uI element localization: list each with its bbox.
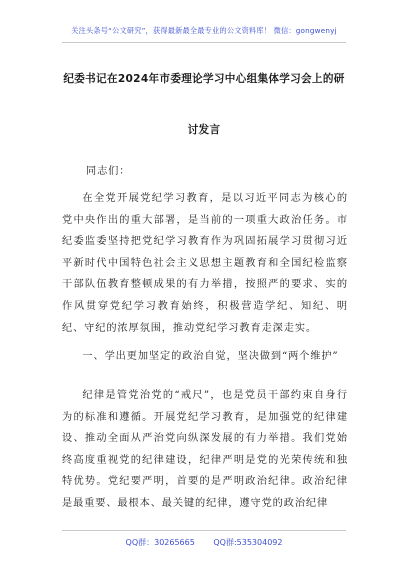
salutation: 同志们：: [86, 166, 131, 177]
paragraph-intro: 在全党开展党纪学习教育，是以习近平同志为核心的党中央作出的重大部署，是当前的一项重大政治任务。市纪委监委坚持把党纪学习教育作为巩固拓展学习贯彻习近平新时代中国特色社会主义思想主题教育和全国纪检监察干部队伍教育整顿成果的有力举措，按照严的要求、实的作风贯穿党纪学习教育始终，积极营造学纪、知纪、明纪、守纪的浓厚氛围，推动党纪学习教育走深走实。: [62, 193, 348, 334]
section-heading-1: 一、学出更加坚定的政治自觉，坚决做到“两个维护”: [82, 351, 339, 362]
footer: [0, 537, 408, 548]
header-divider: [62, 42, 346, 43]
document-title-line-1: 纪委书记在2024年市委理论学习中心组集体学习会上的研: [63, 73, 345, 85]
document-title-line-2: 讨发言: [187, 124, 221, 136]
footer-divider: [62, 530, 346, 531]
footer-qq-group-1: QQ群：30265665: [125, 538, 195, 547]
header-banner: 关注头条号“公文研究”，获得最新最全最专业的公文资料库！ 微信：gongwenyj: [71, 26, 337, 35]
footer-qq-group-2: QQ群:535304092: [213, 538, 283, 547]
paragraph-discipline: 纪律是管党治党的“戒尺”，也是党员干部约束自身行为的标准和遵循。开展党纪学习教育，是加强党的纪律建设、推动全面从严治党向纵深发展的有力举措。我们党始终高度重视党的纪律建设，纪律严明是党的光荣传统和独特优势。党纪要严明，首要的是严明政治纪律。政治纪律是最重要、最根本、最关键的纪律，遵守党的政治纪律: [62, 390, 348, 509]
